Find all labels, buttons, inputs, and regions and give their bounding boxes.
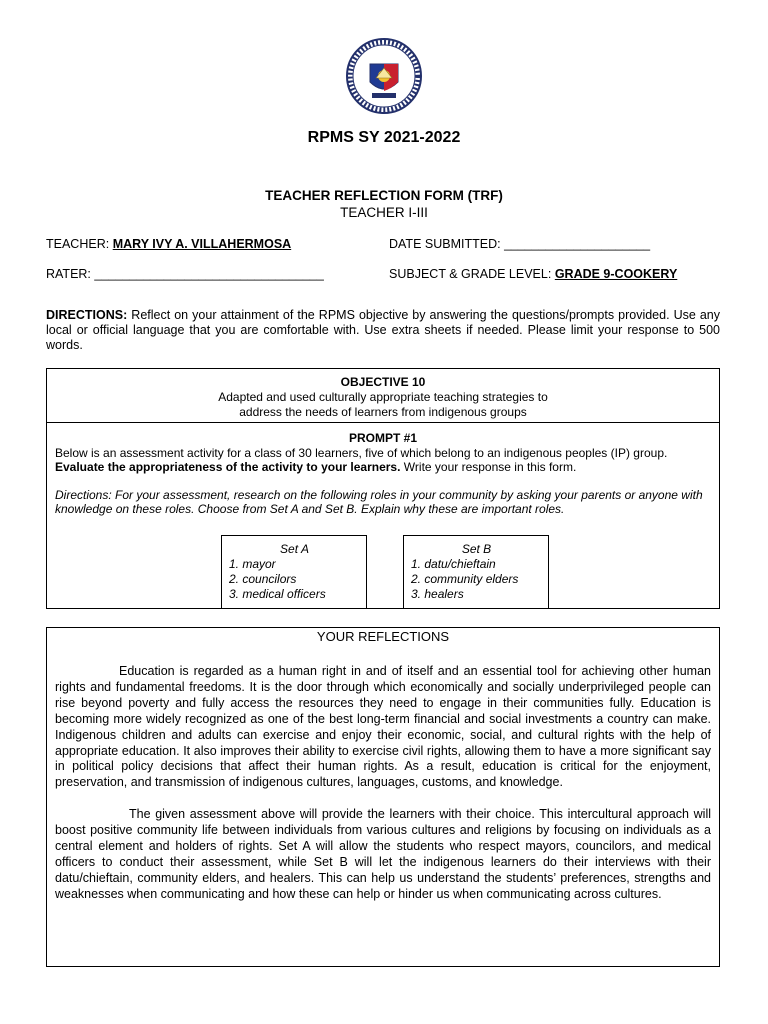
deped-seal-icon [346,38,422,114]
date-value: _____________________ [504,237,651,251]
reflection-paragraph-2 [55,807,711,902]
objective-box [46,368,720,609]
objective-line-1: Adapted and used culturally appropriate teaching strategies to [218,390,548,404]
prompt-title: PROMPT #1 [348,431,417,445]
prompt-evaluate-bold: Evaluate the appropriateness of the activity to your learners. [55,460,401,474]
prompt-evaluate-rest: Write your response in this form. [403,460,577,474]
directions-label: DIRECTIONS: [46,308,128,322]
rater-label: RATER: [46,267,91,281]
set-b-item: 3. healers [411,587,464,601]
prompt-evaluate [55,460,711,474]
reflections-title: YOUR REFLECTIONS [316,629,450,644]
set-b-item: 1. datu/chieftain [411,557,496,571]
reflection-paragraph-1 [55,664,711,791]
rater-field [46,267,324,281]
subject-value: GRADE 9-COOKERY [554,267,678,281]
subject-field [389,267,677,281]
set-a-item: 3. medical officers [229,587,326,601]
rater-value: _________________________________ [94,267,324,281]
set-a-item: 2. councilors [229,572,297,586]
prompt-directions: Directions: For your assessment, research on the following roles in your community by asking your parents or anyone with knowledge on these roles. Choose from Set A and Set B. Explain why these are important roles. [55,488,703,516]
directions [46,308,720,353]
set-b-box [403,535,549,609]
teacher-value: MARY IVY A. VILLAHERMOSA [112,237,292,251]
reflections-box [46,627,720,967]
objective-line-2: address the needs of learners from indigenous groups [239,405,527,419]
set-a-title: Set A [280,542,309,556]
prompt-intro: Below is an assessment activity for a class of 30 learners, five of which belong to an indigenous peoples (IP) group. [55,446,668,460]
form-subtitle: TEACHER I-III [340,205,428,220]
teacher-label: TEACHER: [46,237,110,251]
prompt-section [47,423,719,516]
set-a-item: 1. mayor [229,557,276,571]
teacher-field [46,237,291,251]
reflection-paragraph-2-text: The given assessment above will provide the learners with their choice. This intercultural approach will boost positive community life between individuals from various cultures and religions by focusing on individuals as a central element and holders of rights. Set A will allow the students who respect mayors, councilors, and medical officers to conduct their assessment, while Set B will let the indigenous learners do their interviews with their datu/chieftain, community elders, and healers. This can help us understand the students’ preferences, strengths and weaknesses when communicating and how these can help or hinder us when communicating across cultures. [55,807,711,901]
set-b-item: 2. community elders [411,572,519,586]
date-field [389,237,650,251]
objective-title: OBJECTIVE 10 [340,375,426,389]
reflection-paragraph-1-text: Education is regarded as a human right in and of itself and an essential tool for achieving other human rights and fundamental freedoms. It is the door through which economically and socially underprivileged people can rise beyond poverty and fully access the resources they need to engage in their communities fully. Education is becoming more widely recognized as one of the best long-term financial and social investments a country can make. Indigenous children and adults can exercise and enjoy their economic, social, and cultural rights with the help of appropriate education. It also improves their ability to exercise civil rights, allowing them to have a more significant say in political policy decisions that affect their human rights. As a result, education is critical for the enjoyment, preservation, and transmission of indigenous cultures, languages, customs, and knowledge. [55,664,711,790]
objective-header [47,369,719,423]
set-b-title: Set B [461,542,492,556]
form-title: TEACHER REFLECTION FORM (TRF) [265,188,503,203]
subject-label: SUBJECT & GRADE LEVEL: [389,267,552,281]
set-a-box [221,535,367,609]
document-title: RPMS SY 2021-2022 [307,129,461,146]
date-label: DATE SUBMITTED: [389,237,501,251]
directions-text: Reflect on your attainment of the RPMS objective by answering the questions/prompts provided. Use any local or official language that you are comfortable with. Use extra sheets if needed. Please limit your response to 500 words. [46,308,721,352]
